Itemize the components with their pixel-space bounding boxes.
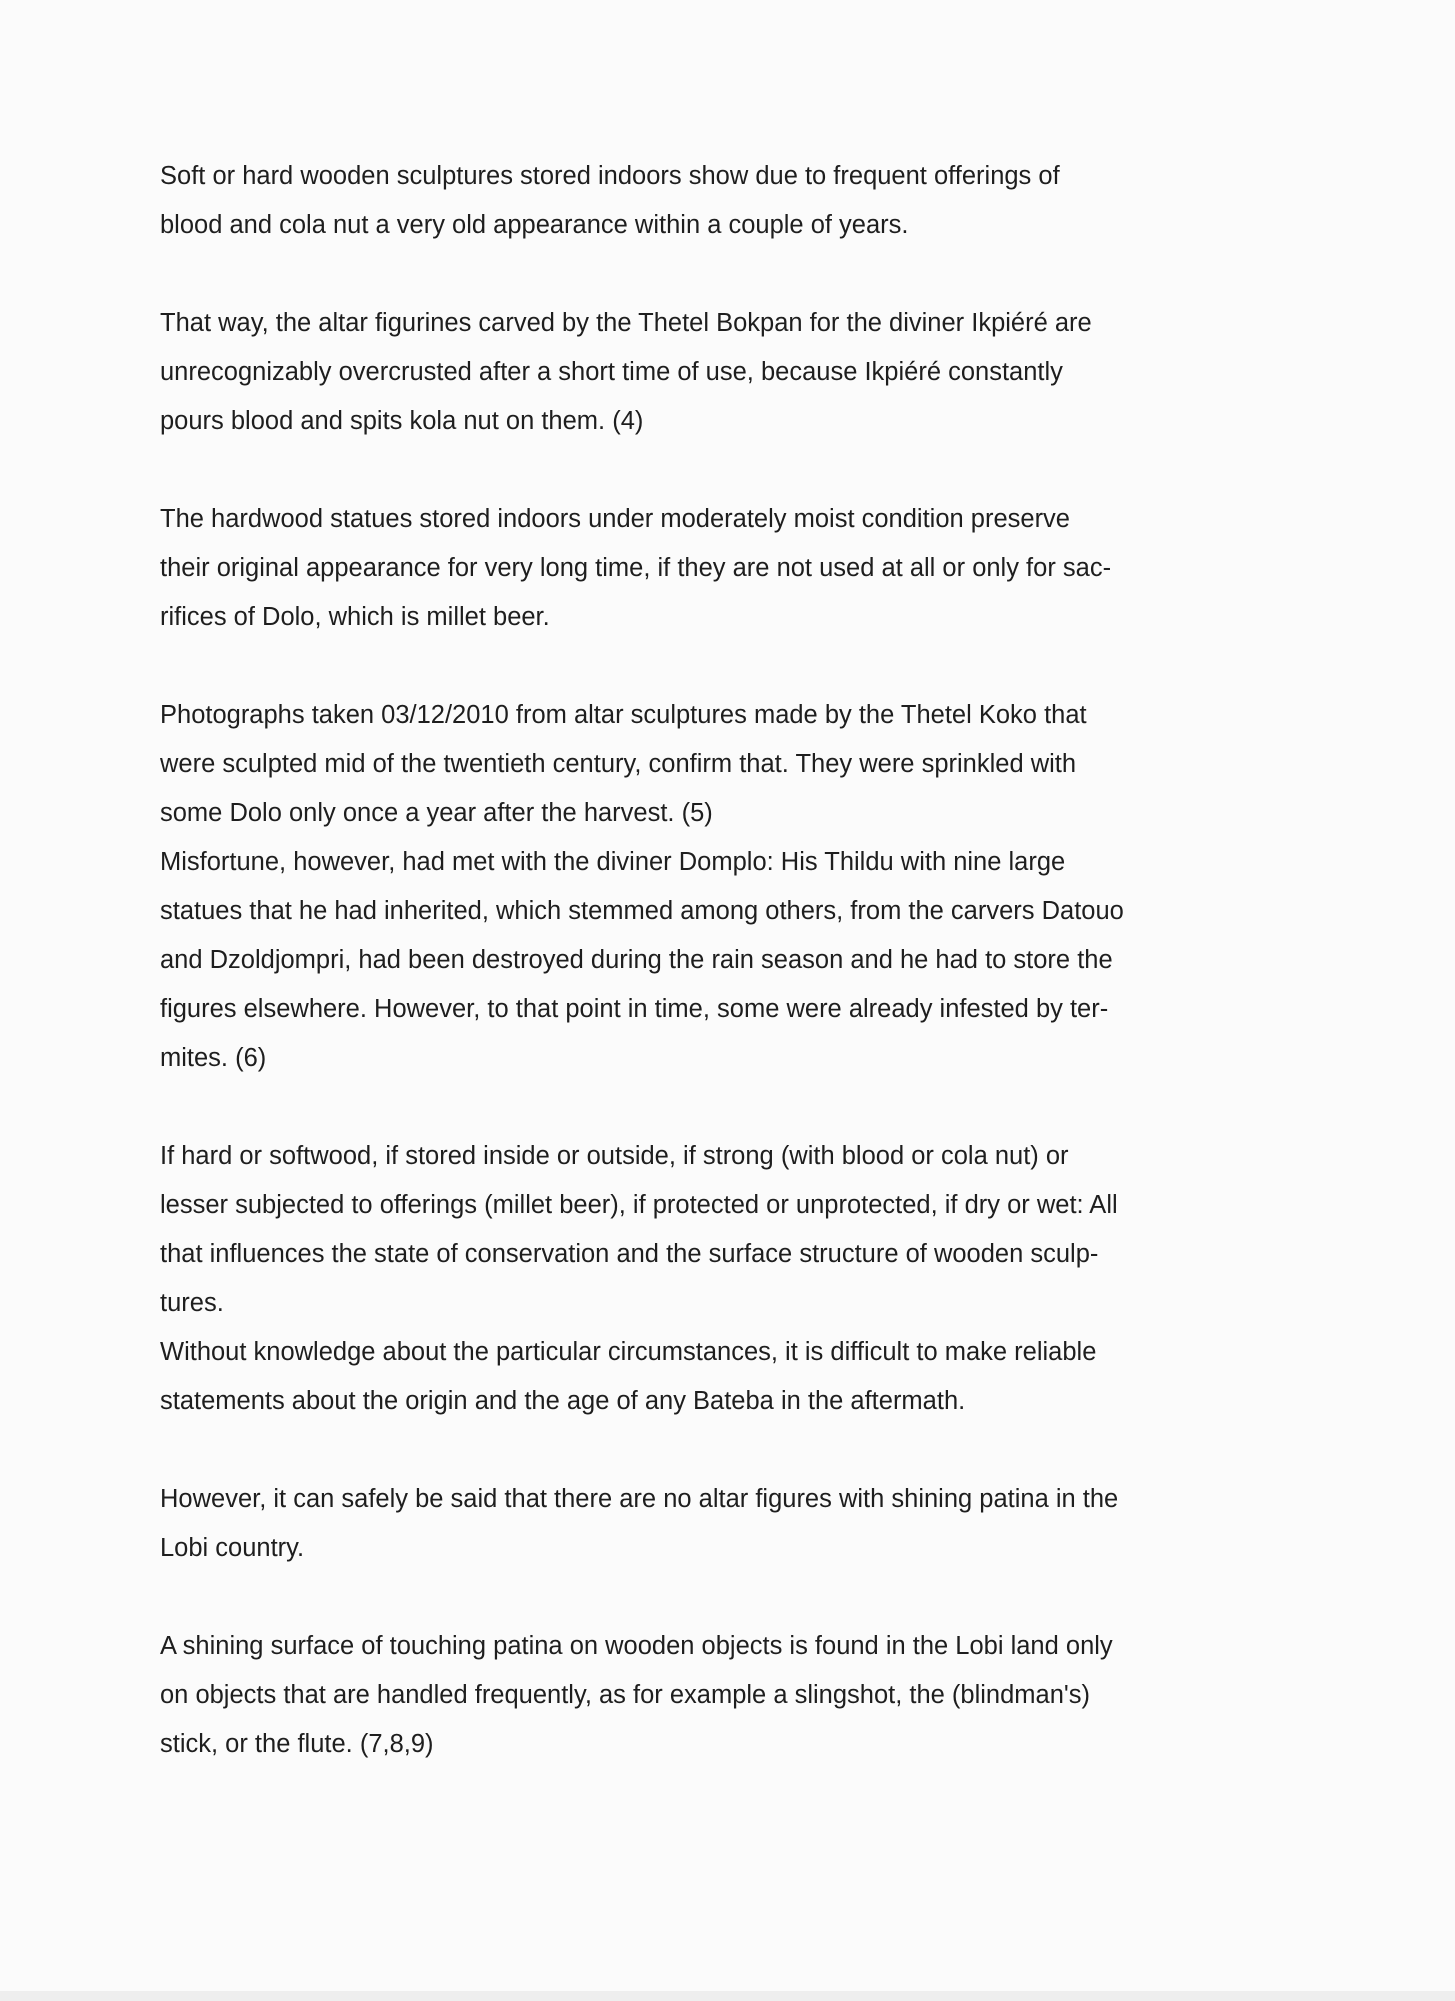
text-line: mites. (6) [160, 1044, 267, 1072]
paragraph [160, 495, 1360, 642]
text-line: The hardwood statues stored indoors under moderately moist condition preserve [160, 505, 1070, 533]
text-line: rifices of Dolo, which is millet beer. [160, 603, 550, 631]
text-line: and Dzoldjompri, had been destroyed during the rain season and he had to store the [160, 946, 1113, 974]
text-line: Lobi country. [160, 1534, 305, 1562]
paragraph [160, 152, 1360, 250]
text-line: tures. [160, 1289, 224, 1317]
text-line: However, it can safely be said that there are no altar figures with shining patina in the [160, 1485, 1119, 1513]
text-line: Soft or hard wooden sculptures stored indoors show due to frequent offerings of [160, 162, 1060, 190]
paragraph [160, 1622, 1360, 1769]
paragraph [160, 838, 1360, 1083]
paragraph [160, 691, 1360, 838]
text-line: A shining surface of touching patina on wooden objects is found in the Lobi land only [160, 1632, 1113, 1660]
text-line: on objects that are handled frequently, as for example a slingshot, the (blindman's) [160, 1681, 1091, 1709]
text-line: That way, the altar figurines carved by the Thetel Bokpan for the diviner Ikpiéré are [160, 309, 1092, 337]
text-line: lesser subjected to offerings (millet beer), if protected or unprotected, if dry or wet: All [160, 1191, 1118, 1219]
paragraph [160, 1132, 1360, 1328]
text-line: figures elsewhere. However, to that point in time, some were already infested by ter- [160, 995, 1109, 1023]
paragraph [160, 1328, 1360, 1426]
text-line: blood and cola nut a very old appearance within a couple of years. [160, 211, 909, 239]
text-line: Photographs taken 03/12/2010 from altar sculptures made by the Thetel Koko that [160, 701, 1087, 729]
text-line: Misfortune, however, had met with the diviner Domplo: His Thildu with nine large [160, 848, 1066, 876]
text-line: If hard or softwood, if stored inside or outside, if strong (with blood or cola nut) or [160, 1142, 1069, 1170]
text-line: Without knowledge about the particular circumstances, it is difficult to make reliable [160, 1338, 1097, 1366]
text-line: statues that he had inherited, which stemmed among others, from the carvers Datouo [160, 897, 1124, 925]
document-body [160, 152, 1360, 1769]
text-line: their original appearance for very long time, if they are not used at all or only for sac- [160, 554, 1112, 582]
paragraph [160, 1475, 1360, 1573]
text-line: unrecognizably overcrusted after a short time of use, because Ikpiéré constantly [160, 358, 1063, 386]
text-line: some Dolo only once a year after the harvest. (5) [160, 799, 713, 827]
text-line: pours blood and spits kola nut on them. (4) [160, 407, 644, 435]
text-line: that influences the state of conservation and the surface structure of wooden sculp- [160, 1240, 1099, 1268]
paragraph [160, 299, 1360, 446]
text-line: stick, or the flute. (7,8,9) [160, 1730, 434, 1758]
text-line: statements about the origin and the age of any Bateba in the aftermath. [160, 1387, 966, 1415]
scan-edge [0, 1991, 1455, 2001]
text-line: were sculpted mid of the twentieth century, confirm that. They were sprinkled with [160, 750, 1077, 778]
